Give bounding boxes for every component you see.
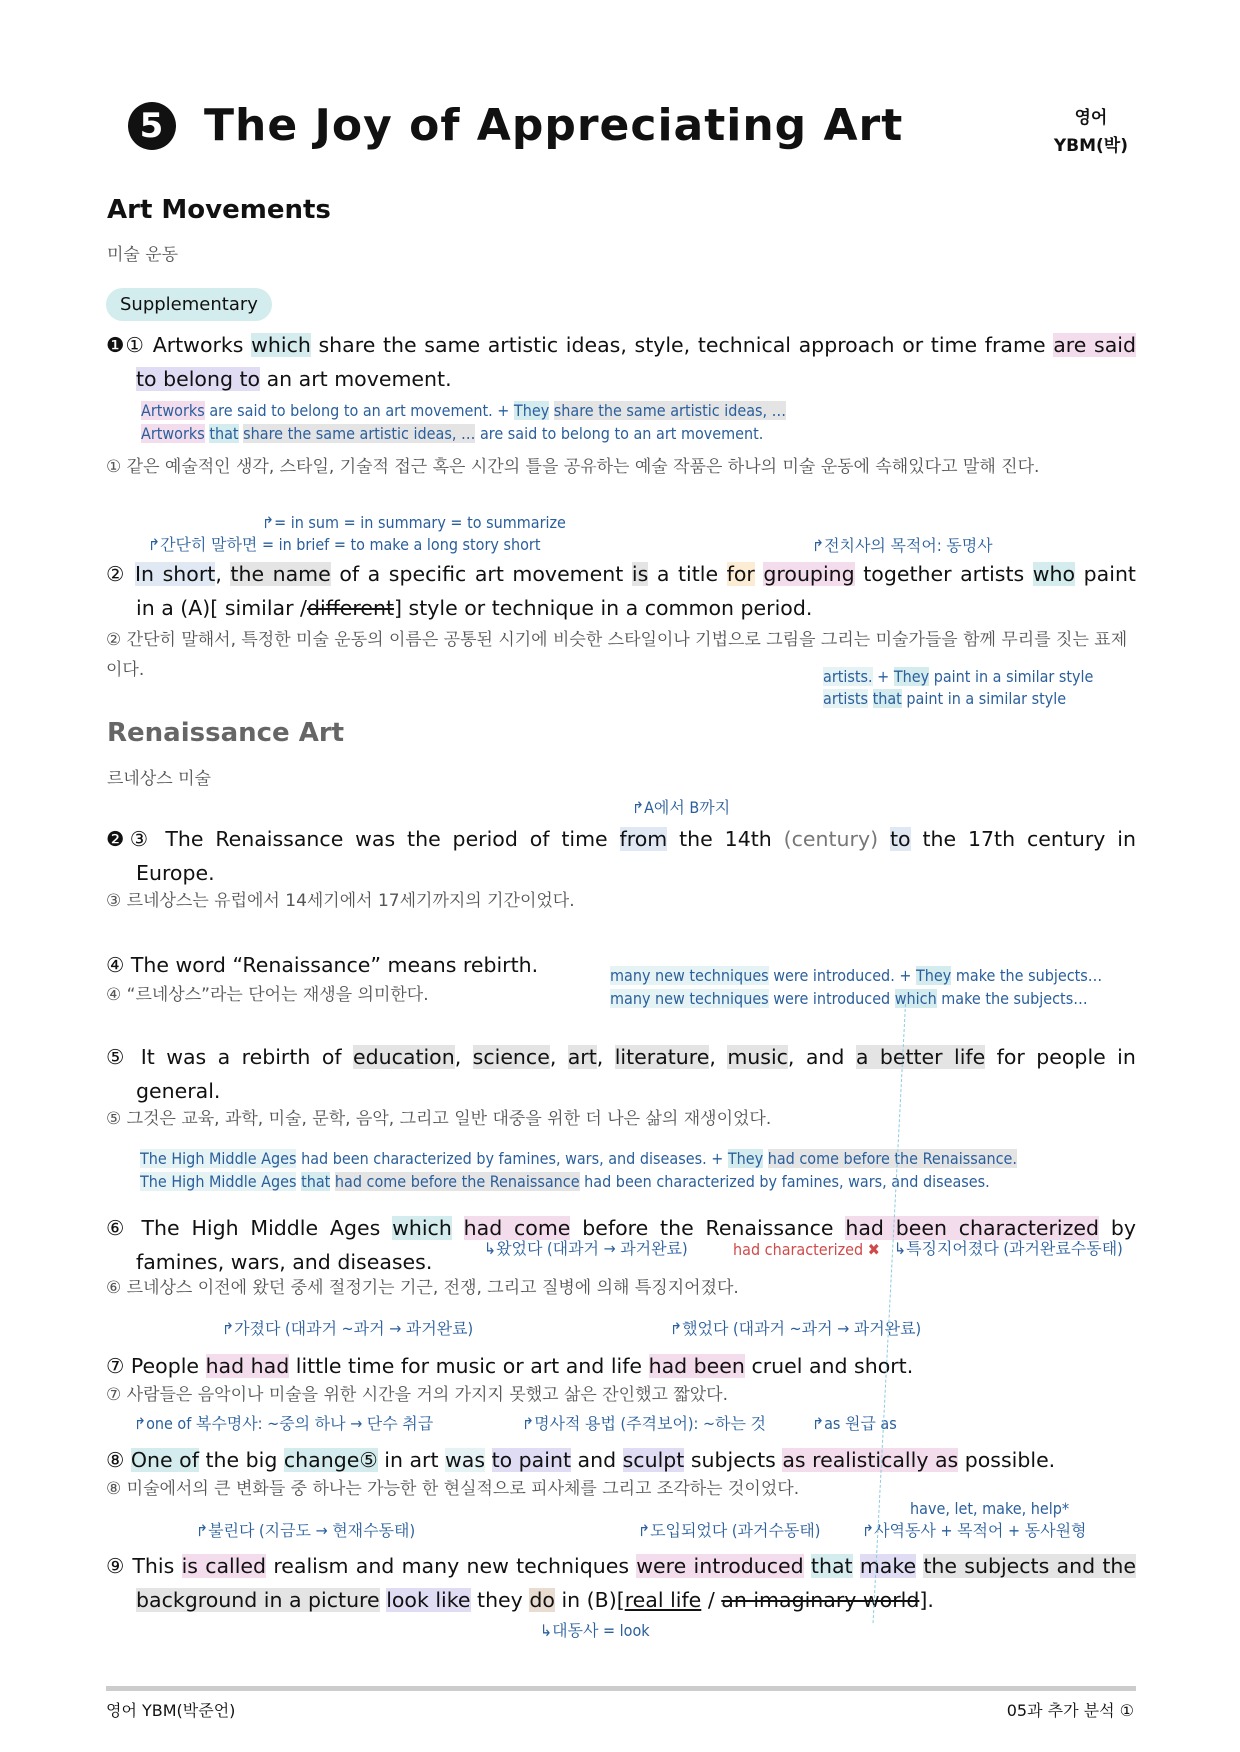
- note-part: were introduced: [773, 989, 891, 1008]
- note-6-wrong: had characterized ✖: [733, 1240, 880, 1259]
- note-part: which: [894, 989, 937, 1008]
- footer-divider: [106, 1686, 1136, 1691]
- sentence-8: [106, 1443, 1136, 1477]
- note-part: many new techniques: [610, 966, 769, 985]
- sentence-4: ④ The word “Renaissance” means rebirth.: [106, 953, 539, 977]
- answer-option: real life: [624, 1588, 702, 1612]
- note-6-below2: ↳특징지어졌다 (과거완료수동태): [894, 1239, 1123, 1258]
- note-part: that: [872, 689, 902, 708]
- highlight-noun: music: [727, 1045, 788, 1069]
- note-part: had been characterized by famines, wars, and diseases.: [584, 1172, 990, 1191]
- highlight-verb: had been: [648, 1354, 745, 1378]
- sentence-marker: ⑦: [106, 1354, 125, 1378]
- translation-5: ⑤ 그것은 교육, 과학, 미술, 문학, 음악, 그리고 일반 대중을 위한 더 나은 삶의 재생이었다.: [106, 1109, 772, 1129]
- note-part: artists: [823, 689, 869, 708]
- subject-name: 영어: [1074, 108, 1108, 128]
- text: little time for music or art and life: [295, 1354, 643, 1378]
- note-9-below: ↳대동사 = look: [540, 1621, 650, 1640]
- note-part: many new techniques: [610, 989, 769, 1008]
- lesson-number-badge: 5: [128, 102, 176, 150]
- note-7b: ↱했었다 (대과거 ~과거 → 과거완료): [670, 1319, 922, 1338]
- note-9a: ↱불린다 (지금도 → 현재수동태): [196, 1521, 416, 1540]
- highlight-verb: is: [631, 562, 649, 586]
- note-1a: [141, 400, 786, 422]
- sentence-5-line2: general.: [136, 1079, 221, 1103]
- section-title-art-movements: Art Movements: [107, 195, 331, 225]
- text: before the Renaissance: [582, 1216, 834, 1240]
- struck-option: an imaginary world: [721, 1588, 920, 1612]
- highlight-noun: literature: [614, 1045, 710, 1069]
- highlight-noun: change⑤: [283, 1448, 378, 1472]
- footer-left: 영어 YBM(박준언): [106, 1701, 236, 1720]
- sentence-2-line2: [136, 591, 1166, 625]
- note-part: make the subjects…: [941, 989, 1088, 1008]
- highlight-infinitive: to paint: [491, 1448, 571, 1472]
- sentence-5: ⑤ It was a rebirth of education, science, art, literature, music, and a better life for people in: [106, 1045, 1136, 1069]
- note-2-r1: [823, 666, 1093, 688]
- sentence-marker: ⑤: [106, 1045, 130, 1069]
- text: the big: [205, 1448, 278, 1472]
- translation-2: ② 간단히 말해서, 특정한 미술 운동의 이름은 공통된 시기에 비슷한 스타일이나 기법으로 그림을 그리는 미술가들을 함께 무리를 짓는 표제이다.: [106, 630, 1128, 680]
- note-part: are said to belong to an art movement.: [479, 424, 764, 443]
- note-9-top: have, let, make, help*: [910, 1499, 1070, 1518]
- note-9c: ↱사역동사 + 목적어 + 동사원형: [862, 1521, 1087, 1540]
- sentence-6-line2: famines, wars, and diseases.: [136, 1250, 433, 1274]
- note-part: They: [727, 1149, 764, 1168]
- translation-1: ① 같은 예술적인 생각, 스타일, 기술적 접근 혹은 시간의 틀을 공유하는 예술 작품은 하나의 미술 운동에 속해있다고 말해 진다.: [106, 457, 1040, 477]
- text: ].: [919, 1588, 934, 1612]
- note-2-top2: ↱간단히 말하면 = in brief = to make a long story short: [148, 535, 541, 554]
- highlight-noun: science: [472, 1045, 550, 1069]
- highlight-verb: had had: [205, 1354, 290, 1378]
- text: share the same artistic ideas, style, technical approach or time frame: [318, 333, 1046, 357]
- note-part: are said to belong to an art movement. +: [209, 401, 510, 420]
- note-8a: ↱one of 복수명사: ~중의 하나 → 단수 취급: [134, 1414, 434, 1433]
- note-6-below1: ↳왔었다 (대과거 → 과거완료): [484, 1239, 688, 1258]
- note-2-top1: ↱= in sum = in summary = to summarize: [262, 513, 566, 532]
- text: and: [805, 1045, 845, 1069]
- text: subjects: [690, 1448, 776, 1472]
- highlight-phrase: In short: [135, 562, 216, 586]
- highlight-object: background in a picture: [136, 1588, 380, 1612]
- note-part: Artworks: [141, 401, 205, 420]
- struck-option: different: [306, 596, 395, 620]
- note-part: They: [915, 966, 952, 985]
- text: by: [1110, 1216, 1136, 1240]
- note-8c: ↱as 원급 as: [812, 1414, 897, 1433]
- highlight-comparison: as realistically as: [782, 1448, 959, 1472]
- note-2-top3: ↱전치사의 목적어: 동명사: [812, 536, 993, 555]
- text: /: [707, 1588, 715, 1612]
- text: The Renaissance was the period of time: [165, 827, 608, 851]
- sentence-3-line2: Europe.: [136, 861, 215, 885]
- note-part: The High Middle Ages: [140, 1149, 297, 1168]
- translation-7: ⑦ 사람들은 음악이나 미술을 위한 시간을 거의 가지지 못했고 삶은 잔인했고 짧았다.: [106, 1385, 729, 1405]
- page-title: [128, 100, 903, 151]
- sentence-1: [106, 328, 1136, 362]
- translation-4: ④ “르네상스”라는 단어는 재생을 의미한다.: [106, 985, 429, 1005]
- note-6a: [140, 1148, 1017, 1170]
- text: possible.: [964, 1448, 1056, 1472]
- text: The High Middle Ages: [141, 1216, 381, 1240]
- note-part: +: [877, 667, 890, 686]
- note-part: share the same artistic ideas, …: [243, 424, 476, 443]
- highlight-relative-pronoun: which: [251, 333, 311, 357]
- text: for people in: [996, 1045, 1136, 1069]
- supplementary-badge: Supplementary: [106, 288, 272, 321]
- highlight-noun: a better life: [855, 1045, 986, 1069]
- publisher-name: YBM(박): [1053, 136, 1128, 156]
- note-part: were introduced. +: [773, 966, 912, 985]
- note-part: paint in a similar style: [906, 689, 1067, 708]
- sentence-2: [106, 557, 1136, 591]
- sentence-3: [106, 822, 1136, 856]
- note-part: had come before the Renaissance.: [767, 1149, 1017, 1168]
- text: ] style or technique in a common period.: [394, 596, 813, 620]
- sentence-marker: ⑨: [106, 1554, 126, 1578]
- highlight-subject: the name: [230, 562, 331, 586]
- text: paint: [1083, 562, 1136, 586]
- text: the 14th: [679, 827, 772, 851]
- text: a title: [656, 562, 719, 586]
- highlight-gerund: grouping: [763, 562, 855, 586]
- subject-label: [1054, 104, 1128, 160]
- highlight-noun: art: [567, 1045, 597, 1069]
- highlight-infinitive: sculpt: [622, 1448, 685, 1472]
- highlight-verb: were introduced: [636, 1554, 804, 1578]
- sentence-marker: ⑥: [106, 1216, 130, 1240]
- section-subtitle-ko: 르네상스 미술: [107, 769, 211, 789]
- text: realism and many new techniques: [273, 1554, 630, 1578]
- text: It was a rebirth of: [140, 1045, 342, 1069]
- text: in art: [384, 1448, 439, 1472]
- translation-6: ⑥ 르네상스 이전에 왔던 중세 절정기는 기근, 전쟁, 그리고 질병에 의해 특징지어졌다.: [106, 1278, 739, 1298]
- note-part: make the subjects…: [955, 966, 1103, 985]
- note-part: Artworks: [141, 424, 205, 443]
- note-6b: [140, 1171, 990, 1193]
- text: in a (A)[ similar /: [136, 596, 307, 620]
- note-7a: ↱가졌다 (대과거 ~과거 → 과거완료): [222, 1319, 474, 1338]
- text: Artworks: [152, 333, 244, 357]
- highlight-noun: education: [353, 1045, 455, 1069]
- sentence-9-line2: [136, 1583, 1166, 1617]
- footer-right: 05과 추가 분석 ①: [1006, 1701, 1134, 1720]
- note-part: They: [513, 401, 550, 420]
- note-4-r2: [610, 988, 1088, 1010]
- note-2-r2: [823, 688, 1066, 710]
- note-1b: [141, 423, 763, 445]
- note-part: They: [893, 667, 930, 686]
- highlight-relative-pronoun: who: [1032, 562, 1076, 586]
- note-part: that: [301, 1172, 331, 1191]
- text: cruel and short.: [751, 1354, 914, 1378]
- sentence-9: [106, 1549, 1136, 1583]
- highlight-object: the subjects and the: [923, 1554, 1136, 1578]
- highlight-pro-verb: do: [529, 1588, 555, 1612]
- text: in (B)[: [561, 1588, 625, 1612]
- text: and: [577, 1448, 617, 1472]
- title-text: The Joy of Appreciating Art: [204, 100, 904, 151]
- highlight-preposition: to: [889, 827, 911, 851]
- note-part: share the same artistic ideas, …: [553, 401, 787, 420]
- note-part: paint in a similar style: [933, 667, 1094, 686]
- section-title-renaissance-art: Renaissance Art: [107, 718, 345, 748]
- text: This: [132, 1554, 175, 1578]
- highlight-verb: look like: [386, 1588, 471, 1612]
- section-subtitle-ko: 미술 운동: [107, 245, 179, 265]
- highlight-infinitive: to belong to: [136, 367, 261, 391]
- highlight-verb: is called: [181, 1554, 267, 1578]
- highlight-verb: are said: [1053, 333, 1136, 357]
- highlight-verb: had come: [463, 1216, 571, 1240]
- text: together artists: [863, 562, 1025, 586]
- note-part: The High Middle Ages: [140, 1172, 297, 1191]
- text: People: [130, 1354, 200, 1378]
- sentence-marker: ❶①: [106, 333, 146, 357]
- omitted-word: (century): [783, 827, 879, 851]
- text: ,: [215, 562, 222, 586]
- translation-8: ⑧ 미술에서의 큰 변화들 중 하나는 가능한 한 현실적으로 피사체를 그리고 조각하는 것이었다.: [106, 1479, 800, 1499]
- note-part: artists.: [823, 667, 873, 686]
- note-part: had come before the Renaissance: [334, 1172, 580, 1191]
- highlight-preposition: for: [726, 562, 755, 586]
- highlight-phrase: One of: [130, 1448, 199, 1472]
- highlight-preposition: from: [619, 827, 668, 851]
- text: the 17th century in: [922, 827, 1136, 851]
- text: they: [477, 1588, 523, 1612]
- note-part: that: [209, 424, 239, 443]
- highlight-relative-pronoun: that: [810, 1554, 853, 1578]
- sentence-1-line2: [136, 362, 1166, 396]
- highlight-verb: make: [859, 1554, 917, 1578]
- highlight-verb: had been characterized: [845, 1216, 1100, 1240]
- note-3: ↱A에서 B까지: [632, 798, 731, 817]
- sentence-marker: ⑧: [106, 1448, 125, 1472]
- text: of a specific art movement: [339, 562, 624, 586]
- highlight-verb: was: [445, 1448, 486, 1472]
- sentence-marker: ❷③: [106, 827, 154, 851]
- note-4-r1: [610, 965, 1102, 987]
- highlight-relative-pronoun: which: [392, 1216, 452, 1240]
- translation-3: ③ 르네상스는 유럽에서 14세기에서 17세기까지의 기간이었다.: [106, 891, 575, 911]
- sentence-7: [106, 1349, 1136, 1383]
- note-9b: ↱도입되었다 (과거수동태): [638, 1521, 821, 1540]
- note-part: had been characterized by famines, wars, and diseases. +: [301, 1149, 724, 1168]
- sentence-marker: ②: [106, 562, 127, 586]
- text: an art movement.: [266, 367, 452, 391]
- note-8b: ↱명사적 용법 (주격보어): ~하는 것: [522, 1414, 766, 1433]
